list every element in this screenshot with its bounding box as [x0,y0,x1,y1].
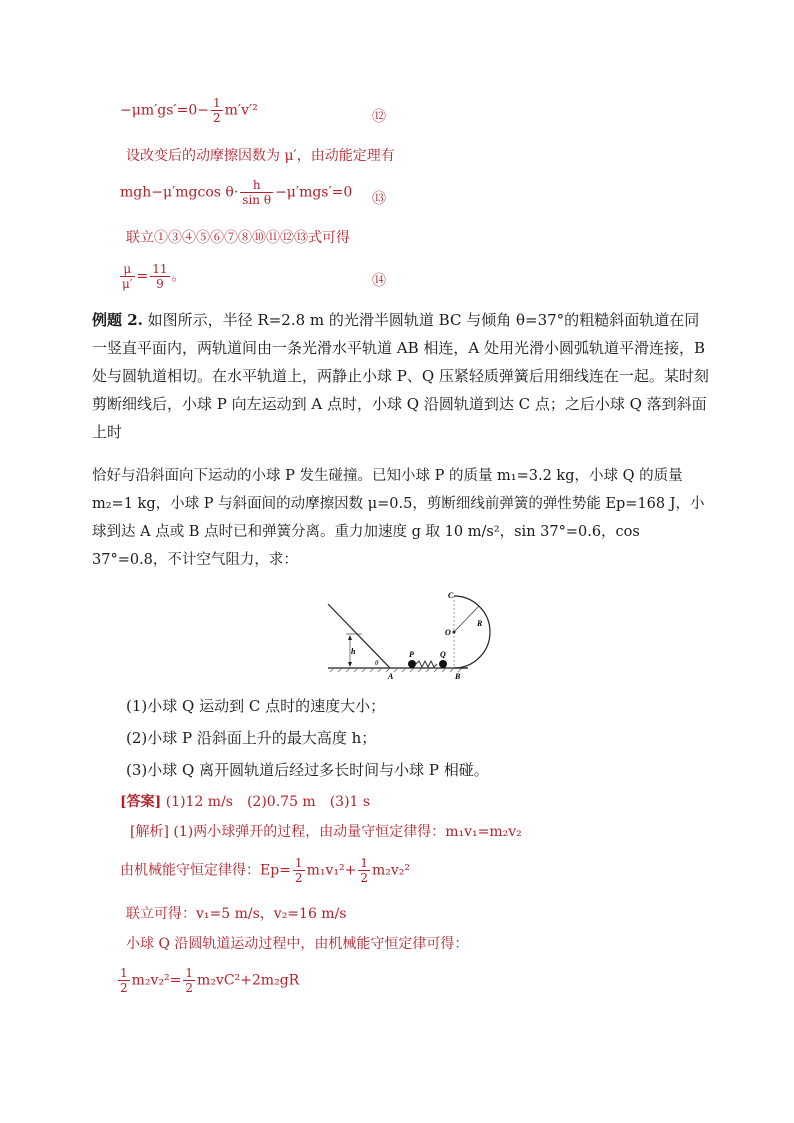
eq12-right: m′v′² [224,102,258,119]
analysis-l2-mid: m₁v₁²+ [306,862,357,879]
label-c: C [448,591,454,600]
label-o: O [445,628,451,637]
example-label: 例题 2. [92,311,143,329]
eq12-frac-den: 2 [212,111,221,125]
half-num-1: 1 [294,856,303,870]
eq14-fraction-1 [120,262,135,291]
half-num-2: 1 [360,856,368,870]
eq13-left: mgh−μ′mgcos θ· [120,184,239,201]
label-h: h [351,647,356,656]
spring [416,661,437,667]
eq12-frac-num: 1 [212,96,221,110]
eq14-frac2-num: 11 [152,262,168,276]
analysis-half-3 [118,966,130,995]
eq14-end: 。 [171,268,186,285]
eq12-left: −μm′gs′=0− [120,102,209,119]
analysis-line-5 [116,966,299,995]
setup-line: 设改变后的动摩擦因数为 μ′，由动能定理有 [126,148,395,164]
equation-number-13: ⑬ [372,191,386,207]
answer-label: [答案] [120,794,162,810]
analysis-line-2 [120,856,410,885]
label-p: P [409,650,414,659]
equation-13 [120,178,352,207]
analysis-line-3: 联立可得：v₁=5 m/s，v₂=16 m/s [126,906,347,922]
analysis-l2-left: 由机械能守恒定律得：Ep= [120,862,291,879]
incline-line [328,604,390,668]
radius-line [454,606,479,632]
analysis-half-2 [358,856,370,885]
eq14-frac2-den: 9 [156,277,164,291]
ball-p [408,660,416,668]
label-q: Q [440,650,446,659]
eq13-frac-num: h [240,178,273,193]
example-text-1: 如图所示，半径 R=2.8 m 的光滑半圆轨道 BC 与倾角 θ=37°的粗糙斜面轨道在同一竖直平面内，两轨道间由一条光滑水平轨道 AB 相连，A 处用光滑小圆弧轨道平滑连接，B 处与圆轨道相切。在水平轨道上，两静止小球 P、Q 压紧轻质弹簧后用细线连在一起。某时刻剪断细线后，小球 P 向左运动到 A 点时，小球 Q 沿圆轨道到达 C 点；之后小球 Q 落到斜面上时 [92,311,709,441]
equation-12 [120,96,258,125]
combine-line: 联立①③④⑤⑥⑦⑧⑩⑪⑫⑬式可得 [126,230,350,246]
analysis-label: [解析] [130,824,169,840]
half-den-1: 2 [294,871,303,885]
analysis-l2-right: m₂v₂² [371,862,410,879]
eq14-frac-num: μ [120,262,135,277]
half-num-4: 1 [185,966,194,980]
analysis-half-1 [293,856,305,885]
semicircle-track [454,596,490,668]
label-b: B [455,672,461,681]
label-a: A [388,672,394,681]
answer-line [120,792,370,812]
eq13-fraction [240,178,273,207]
example-problem [92,306,712,446]
eq14-frac-den: μ′ [122,277,133,291]
height-arrow-up [348,635,352,640]
analysis-line-1 [130,822,522,842]
analysis-text-1: (1)两小球弹开的过程，由动量守恒定律得：m₁v₁=m₂v₂ [173,824,522,840]
eq12-fraction [211,96,223,125]
eq14-fraction-2 [150,262,169,291]
eq13-right: −μ′mgs′=0 [275,184,353,201]
label-r: R [477,619,483,628]
question-1: (1)小球 Q 运动到 C 点时的速度大小； [126,697,386,715]
ball-q [439,660,447,668]
question-3: (3)小球 Q 离开圆轨道后经过多长时间与小球 P 相碰。 [126,761,489,779]
equation-number-12: ⑫ [372,109,386,125]
example-problem-continued [92,462,712,574]
label-theta: θ [375,659,379,667]
half-den-4: 2 [185,981,194,995]
half-den-3: 2 [120,981,128,995]
eq13-frac-den: sin θ [242,193,272,207]
half-den-2: 2 [360,871,368,885]
equation-number-14: ⑭ [372,273,386,289]
physics-diagram [318,586,518,686]
question-2: (2)小球 P 沿斜面上升的最大高度 h； [126,729,377,747]
equation-14 [118,262,186,291]
eq14-eq: = [136,268,149,285]
answer-text: (1)12 m/s (2)0.75 m (3)1 s [165,794,371,810]
analysis-l5-right: m₂vC²+2m₂gR [197,972,300,989]
half-num-3: 1 [120,966,128,980]
analysis-half-4 [183,966,195,995]
height-arrow-down [348,662,352,667]
analysis-line-4: 小球 Q 沿圆轨道运动过程中，由机械能守恒定律可得： [126,936,469,952]
example-text-2: 恰好与沿斜面向下运动的小球 P 发生碰撞。已知小球 P 的质量 m₁=3.2 kg，小球 Q 的质量 m₂=1 kg，小球 P 与斜面间的动摩擦因数 μ=0.5，剪断细线前弹簧的弹性势能 Ep=168 J，小球到达 A 点或 B 点时已和弹簧分离。重力加速度 g 取 10 m/s²，sin 37°=0.6，cos 37°=0.8，不计空气阻力，求： [92,468,705,568]
analysis-l5-mid: m₂v₂²= [131,972,182,989]
